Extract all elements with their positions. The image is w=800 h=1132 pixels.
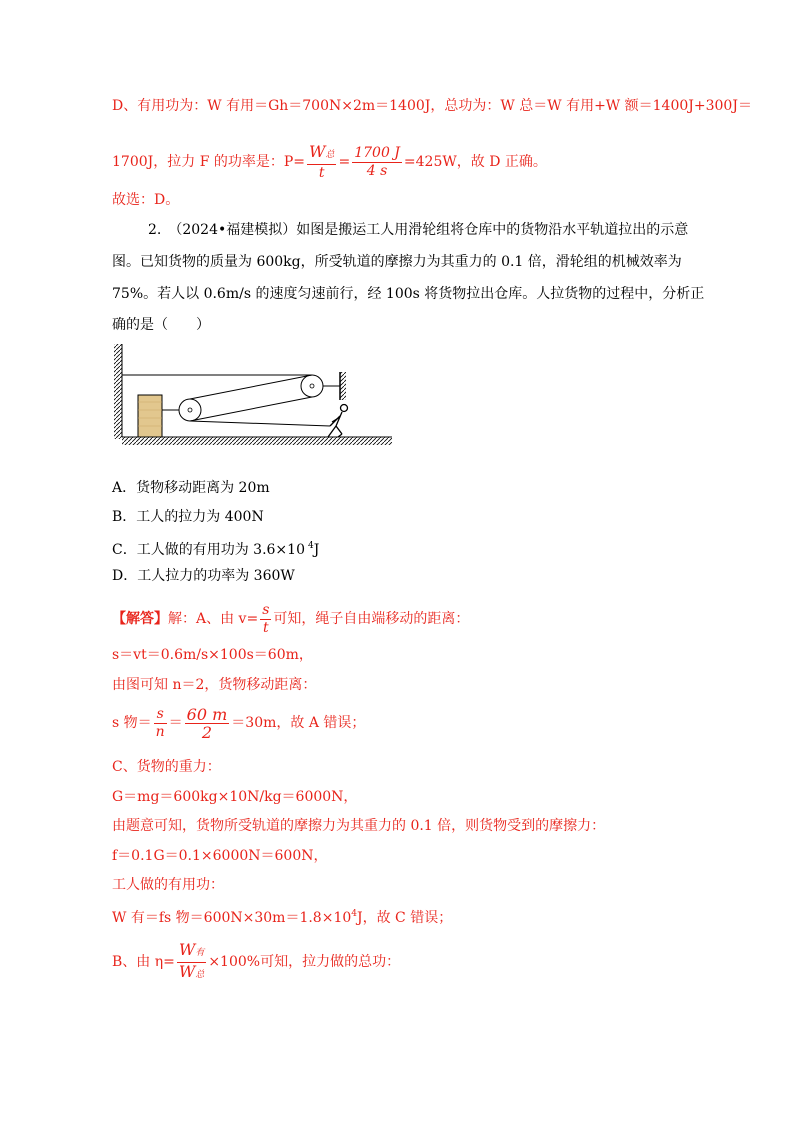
question-line-1: 2. （2024•福建模拟）如图是搬运工人用滑轮组将仓库中的货物沿水平轨道拉出的示意 <box>148 222 689 238</box>
solution-line-10 <box>112 904 452 928</box>
prev-d-line2 <box>112 140 547 184</box>
solution-line-2: s＝vt＝0.6m/s×100s＝60m， <box>112 647 313 663</box>
question-line-3: 75%。若人以 0.6m/s 的速度匀速前行，经 100s 将货物拉出仓库。人拉货物的过程中，分析正 <box>112 286 705 302</box>
worker-figure <box>328 405 348 438</box>
power-fraction <box>307 143 336 182</box>
solution-line-6: G＝mg＝600kg×10N/kg＝6000N， <box>112 789 358 805</box>
frac-num-s: s <box>262 601 270 618</box>
eq-sign: ＝ <box>168 715 183 731</box>
solution-line-7: 由题意可知，货物所受轨道的摩擦力为其重力的 0.1 倍，则货物受到的摩擦力： <box>112 818 606 834</box>
frac-num-sub: 有 <box>195 947 205 958</box>
option-b: B．工人的拉力为 400N <box>112 509 264 525</box>
movable-pulley <box>179 399 201 421</box>
eq-sign: = <box>338 154 351 170</box>
solution-line-9: 工人做的有用功： <box>112 877 224 893</box>
frac-den-w: W <box>178 961 196 981</box>
rope-upper <box>190 375 312 399</box>
solution-line-5: C、货物的重力： <box>112 759 221 775</box>
solution-l11-post: ×100%可知，拉力做的总功： <box>208 954 401 970</box>
option-c <box>112 536 319 560</box>
solution-l11-pre: B、由 η= <box>112 954 175 970</box>
solution-l4-post: ＝30m，故 A 错误； <box>231 715 366 731</box>
rope-mid <box>190 397 312 421</box>
frac-den-2: 2 <box>201 722 213 742</box>
frac-num-60m: 60 m <box>186 704 228 724</box>
solution-line-3: 由图可知 n＝2，货物移动距离： <box>112 677 317 693</box>
option-d: D．工人拉力的功率为 360W <box>112 568 295 584</box>
option-c-unit: J <box>313 542 320 558</box>
frac-den-t: t <box>262 619 269 636</box>
prev-d-line2-post: =425W，故 D 正确。 <box>403 154 547 170</box>
prev-d-line2-pre: 1700J，拉力 F 的功率是：P= <box>112 154 306 170</box>
solution-l1-pre: 解：A、由 v= <box>168 611 259 627</box>
frac-den-sub: 总 <box>195 969 205 980</box>
left-wall-hatch <box>114 344 122 439</box>
option-a: A．货物移动距离为 20m <box>112 480 270 496</box>
fixed-pulley <box>301 375 323 397</box>
solution-l10-exp: 4 <box>351 909 357 919</box>
distance-value-fraction <box>185 706 230 741</box>
solution-l1-post: 可知，绳子自由端移动的距离： <box>273 611 470 627</box>
question-line-2: 图。已知货物的质量为 600kg，所受轨道的摩擦力为其重力的 0.1 倍，滑轮组的机械效率为 <box>112 254 682 270</box>
question-line-4: 确的是（ ） <box>112 317 210 333</box>
distance-fraction <box>154 706 167 741</box>
frac-num-w: W <box>309 141 326 161</box>
velocity-fraction <box>260 602 271 637</box>
solution-l10-pre: W 有＝fs 物＝600N×30m＝1.8×10 <box>112 910 352 926</box>
solution-l4-pre: s 物＝ <box>112 715 152 731</box>
efficiency-fraction <box>177 941 206 984</box>
frac-den-n: n <box>155 723 165 740</box>
frac-num-s: s <box>154 706 167 724</box>
frac-den-t: t <box>318 164 325 181</box>
pulley-diagram <box>112 342 397 447</box>
prev-d-line1: D、有用功为：W 有用＝Gh＝700N×2m＝1400J，总功为：W 总＝W 有用+W 额＝1400J+300J＝ <box>112 98 752 114</box>
frac-num-1700j: 1700 J <box>354 144 400 161</box>
option-c-text: C．工人做的有用功为 3.6×10 <box>112 542 305 558</box>
frac-num-sub: 总 <box>325 149 335 160</box>
frac-num-w: W <box>178 939 196 959</box>
solution-line-4 <box>112 703 365 743</box>
solution-line-11 <box>112 940 400 984</box>
solution-l10-post: J，故 C 错误； <box>357 910 453 926</box>
prev-choice: 故选：D。 <box>112 192 180 208</box>
power-value-fraction <box>352 145 402 180</box>
frac-den-4s: 4 s <box>366 162 388 179</box>
crate <box>138 395 162 437</box>
solution-line-1 <box>112 600 469 638</box>
answer-tag: 【解答】 <box>112 611 168 627</box>
option-c-exp: 4 <box>307 541 314 551</box>
rope-to-worker <box>190 421 330 426</box>
solution-line-8: f＝0.1G＝0.1×6000N＝600N， <box>112 848 328 864</box>
ground-hatch <box>122 437 392 445</box>
